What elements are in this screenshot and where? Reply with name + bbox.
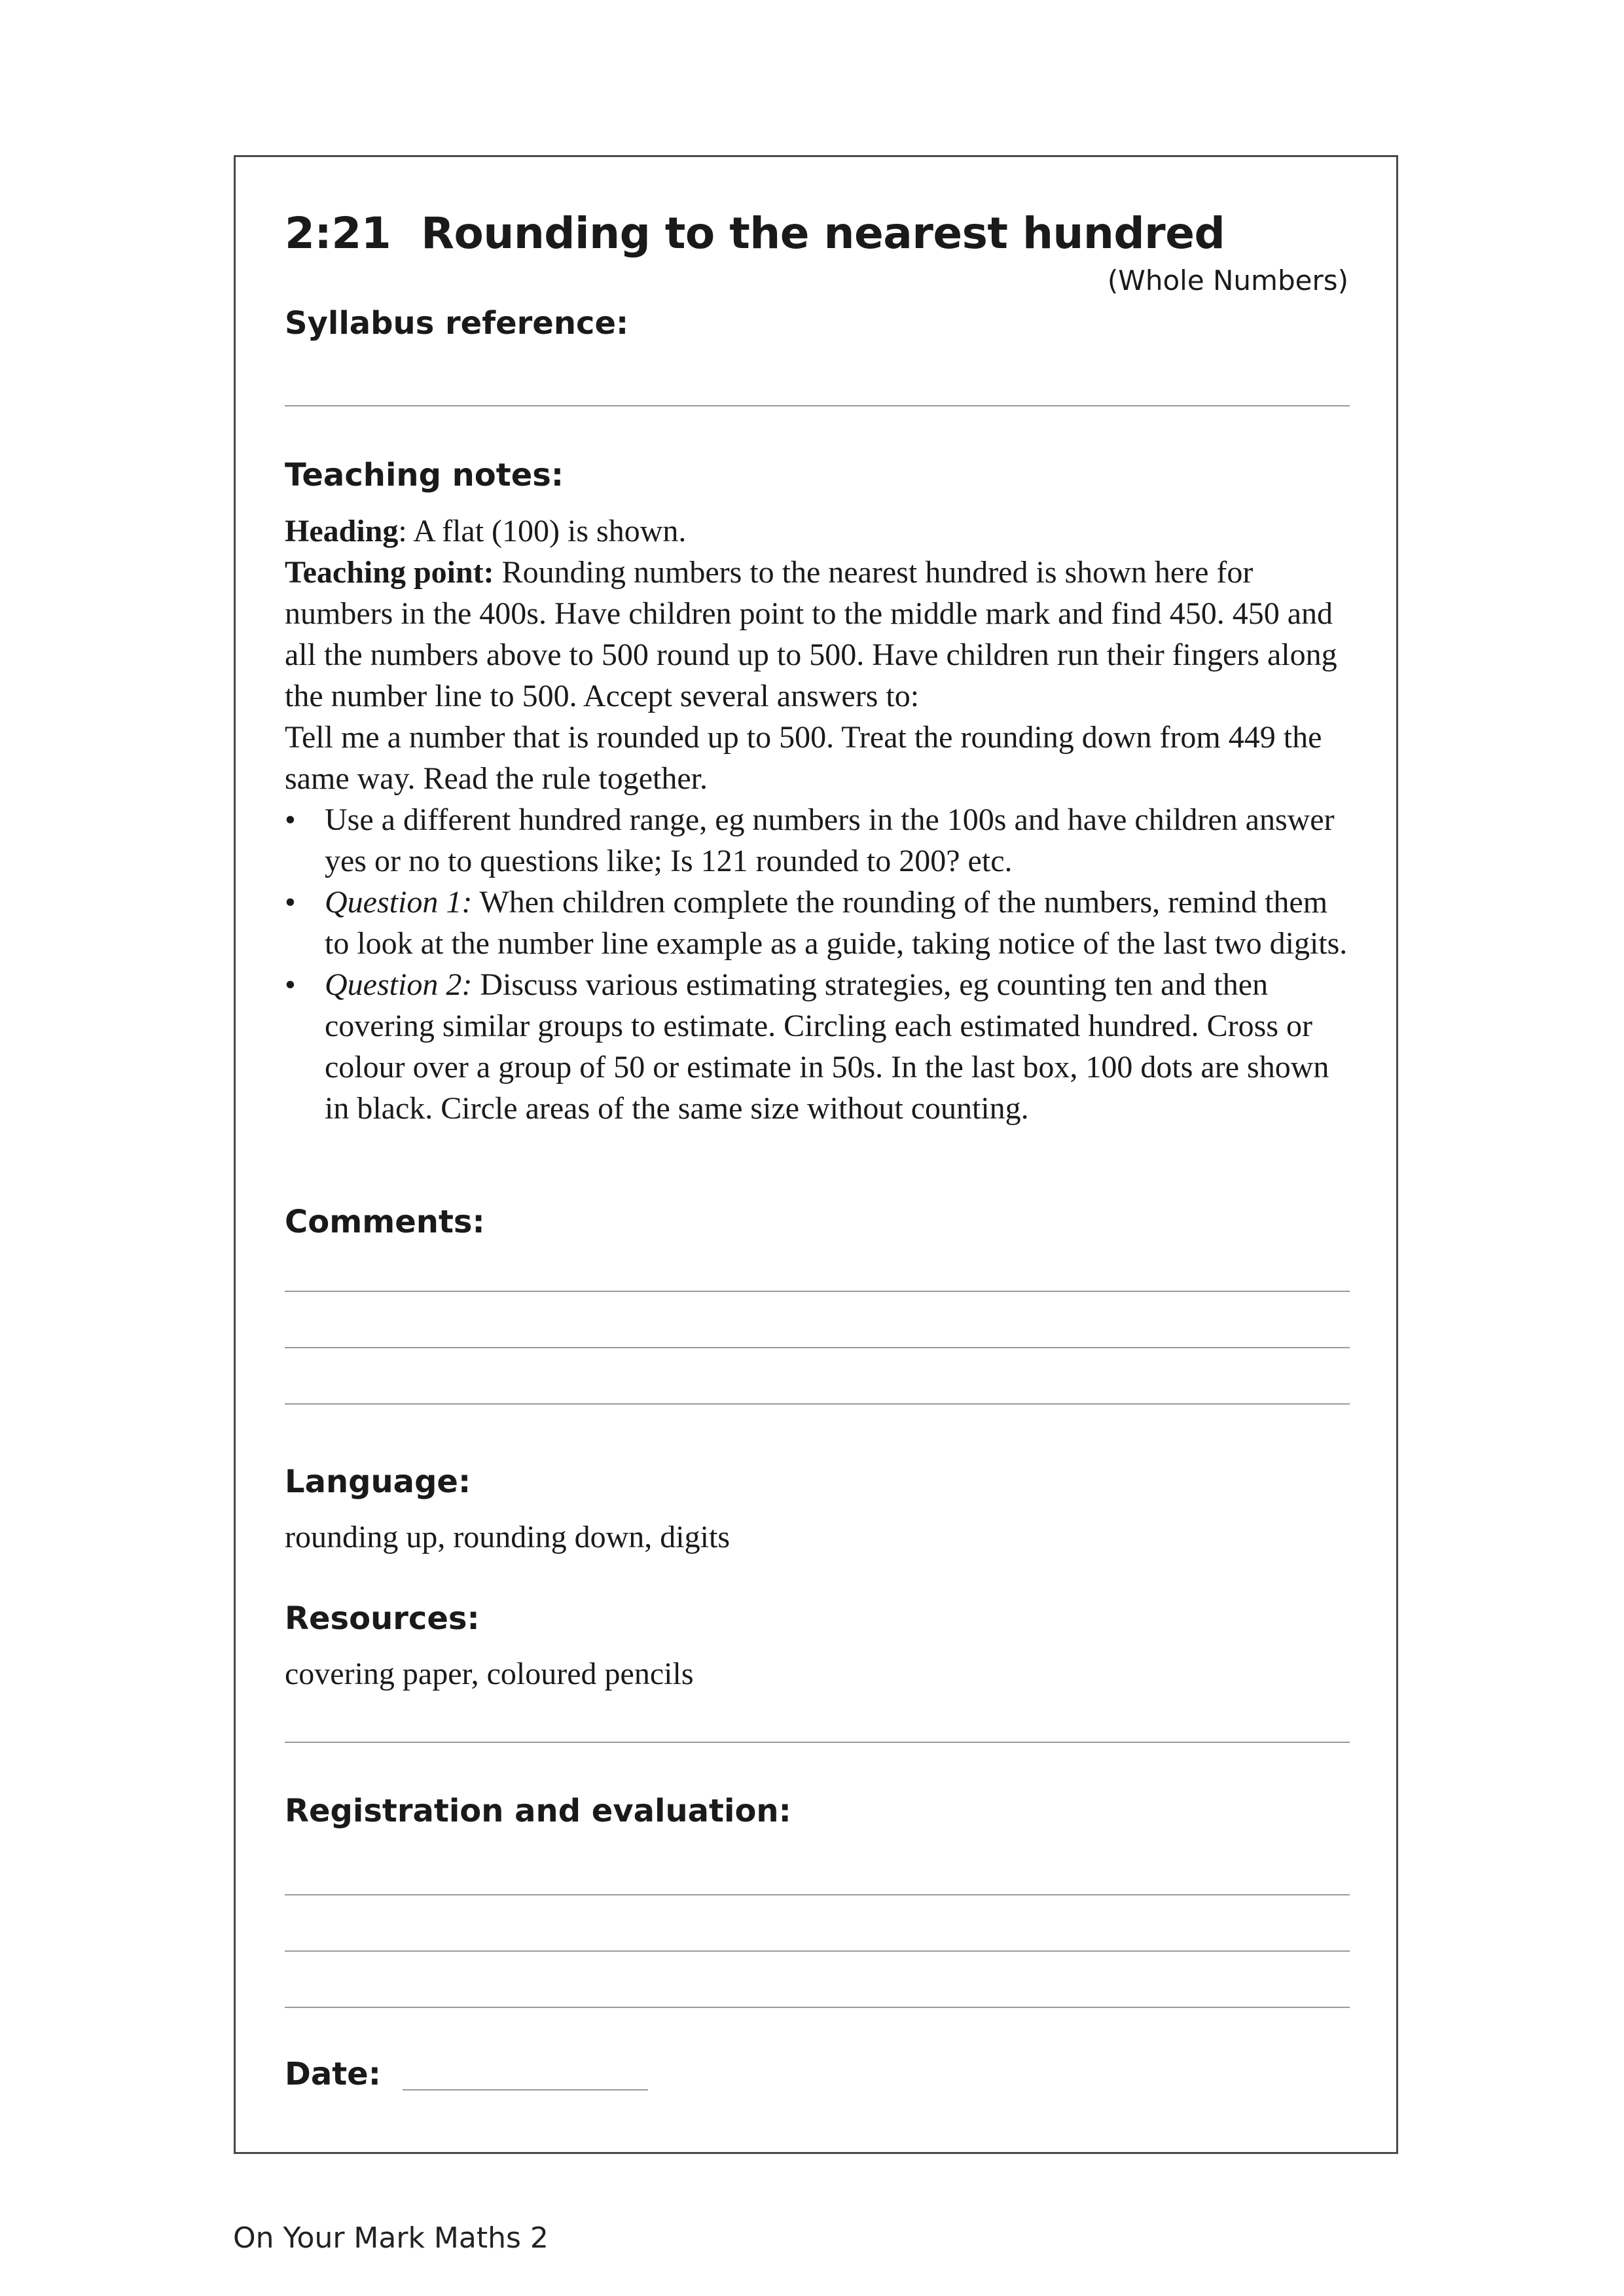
heading-text: : A flat (100) is shown. [398, 514, 687, 548]
title-number: 2:21 [285, 208, 391, 259]
bullet-text: Discuss various estimating strategies, eg counting ten and then covering similar groups to estimate. Circling each estimated hundred. Cross or colour over a group of 50 or estimate in 50s. In the last box, 100 dots are shown in black. Circle areas of the same size without counting. [325, 967, 1329, 1126]
teaching-point-label: Teaching point: [285, 555, 494, 590]
comments-line-1 [285, 1291, 1350, 1292]
bullet-label: Question 1: [325, 885, 473, 920]
comments-line-2 [285, 1347, 1350, 1348]
teaching-notes-heading: Teaching notes: [285, 457, 564, 493]
resources-line [285, 1742, 1350, 1743]
resources-heading: Resources: [285, 1600, 480, 1637]
teaching-notes-body [285, 511, 1358, 1129]
language-heading: Language: [285, 1463, 471, 1500]
notes-bullet-list [285, 799, 1358, 1129]
bullet-label: Question 2: [325, 967, 473, 1002]
bullet-text: Use a different hundred range, eg numbers in the 100s and have children answer yes or no to questions like; Is 121 rounded to 200? etc. [325, 802, 1335, 878]
teaching-point-cont: Tell me a number that is rounded up to 500. Treat the rounding down from 449 the same way. Read the rule together. [285, 720, 1322, 796]
registration-line-2 [285, 1950, 1350, 1952]
teaching-point-text: Rounding numbers to the nearest hundred is shown here for numbers in the 400s. Have children point to the middle mark and find 450. 450 and all the numbers above to 500 round up to 500. Have children run their fingers along the number line to 500. Accept several answers to: [285, 555, 1337, 713]
page-title [285, 208, 1225, 259]
page-footer: On Your Mark Maths 2 [233, 2221, 549, 2255]
bullet-text: When children complete the rounding of the numbers, remind them to look at the number line example as a guide, taking notice of the last two digits. [325, 885, 1348, 961]
registration-line-3 [285, 2007, 1350, 2008]
bullet-icon: • [285, 802, 296, 837]
resources-text: covering paper, coloured pencils [285, 1657, 694, 1691]
teaching-point [285, 552, 1358, 717]
title-text: Rounding to the nearest hundred [421, 208, 1225, 259]
registration-heading: Registration and evaluation: [285, 1793, 791, 1829]
language-text: rounding up, rounding down, digits [285, 1520, 730, 1554]
list-item [285, 882, 1358, 964]
bullet-icon: • [285, 967, 296, 1002]
syllabus-heading: Syllabus reference: [285, 305, 629, 342]
registration-line-1 [285, 1894, 1350, 1895]
syllabus-line [285, 405, 1350, 406]
bullet-icon: • [285, 885, 296, 920]
date-field-line [403, 2089, 648, 2090]
page-subtitle: (Whole Numbers) [1107, 264, 1348, 296]
page-frame [234, 155, 1398, 2154]
list-item [285, 799, 1358, 882]
date-label: Date: [285, 2056, 381, 2092]
comments-heading: Comments: [285, 1204, 485, 1240]
heading-label: Heading [285, 514, 399, 548]
list-item [285, 964, 1358, 1129]
comments-line-3 [285, 1403, 1350, 1405]
heading-note [285, 511, 1358, 552]
